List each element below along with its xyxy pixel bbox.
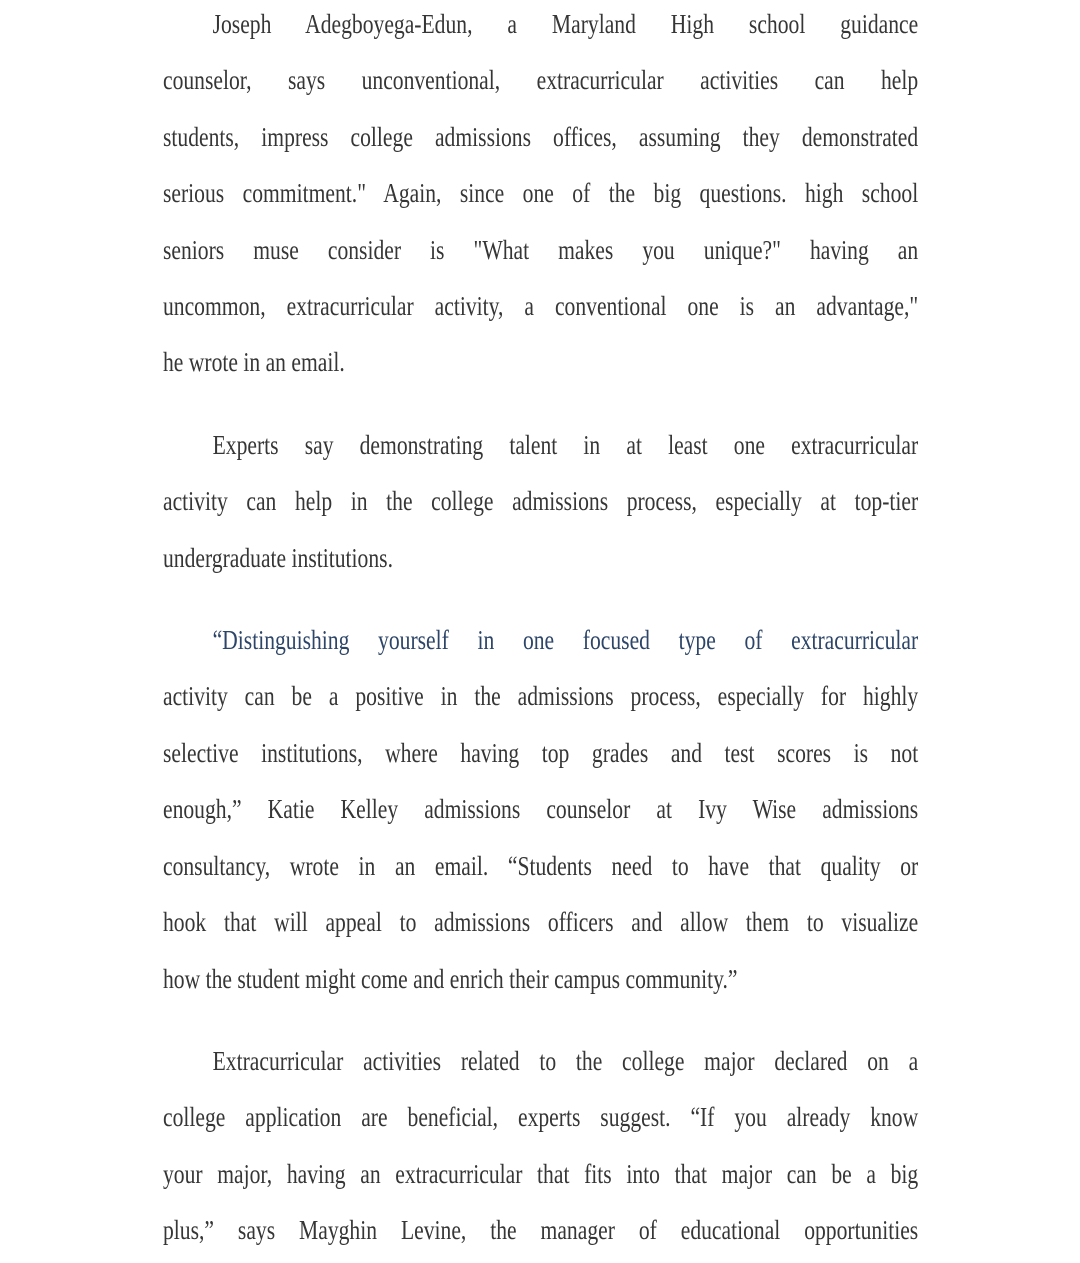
text-line: Extracurricular activities related to the college major declared on a [212,1045,919,1076]
text-line: selective institutions, where having top grades and test scores is not [163,737,919,768]
paragraph [163,612,918,1007]
text-line: enough,” Katie Kelley admissions counselor at Ivy Wise admissions [163,794,919,825]
text-line: hook that will appeal to admissions officers and allow them to visualize [163,907,919,938]
text-line: students, impress college admissions offices, assuming they demonstrated [163,121,919,152]
text-line: he wrote in an email. [163,347,345,378]
text-line: “Distinguishing yourself in one focused type of extracurricular [212,625,919,656]
text-line: seniors muse consider is "What makes you unique?" having an [163,234,919,265]
text-line: activity can be a positive in the admissions process, especially for highly [163,681,919,712]
text-column [163,0,918,1263]
text-line: Joseph Adegboyega-Edun, a Maryland High school guidance [212,9,919,39]
paragraph [163,1033,918,1259]
text-line: serious commitment." Again, since one of the big questions. high school [163,178,919,209]
text-line: undergraduate institutions. [163,542,393,573]
text-line: uncommon, extracurricular activity, a conventional one is an advantage," [163,291,919,322]
text-line: how the student might come and enrich their campus community.” [163,963,738,994]
text-line: college application are beneficial, experts suggest. “If you already know [163,1102,919,1133]
text-line: plus,” says Mayghin Levine, the manager of educational opportunities [163,1215,919,1246]
paragraph [163,0,918,391]
text-line: counselor, says unconventional, extracurricular activities can help [163,65,919,96]
text-line: your major, having an extracurricular that fits into that major can be a big [163,1158,919,1189]
text-line: activity can help in the college admissions process, especially at top-tier [163,486,919,517]
text-line: consultancy, wrote in an email. “Students need to have that quality or [163,850,919,881]
text-line: Experts say demonstrating talent in at least one extracurricular [212,429,919,460]
paragraph [163,417,918,586]
